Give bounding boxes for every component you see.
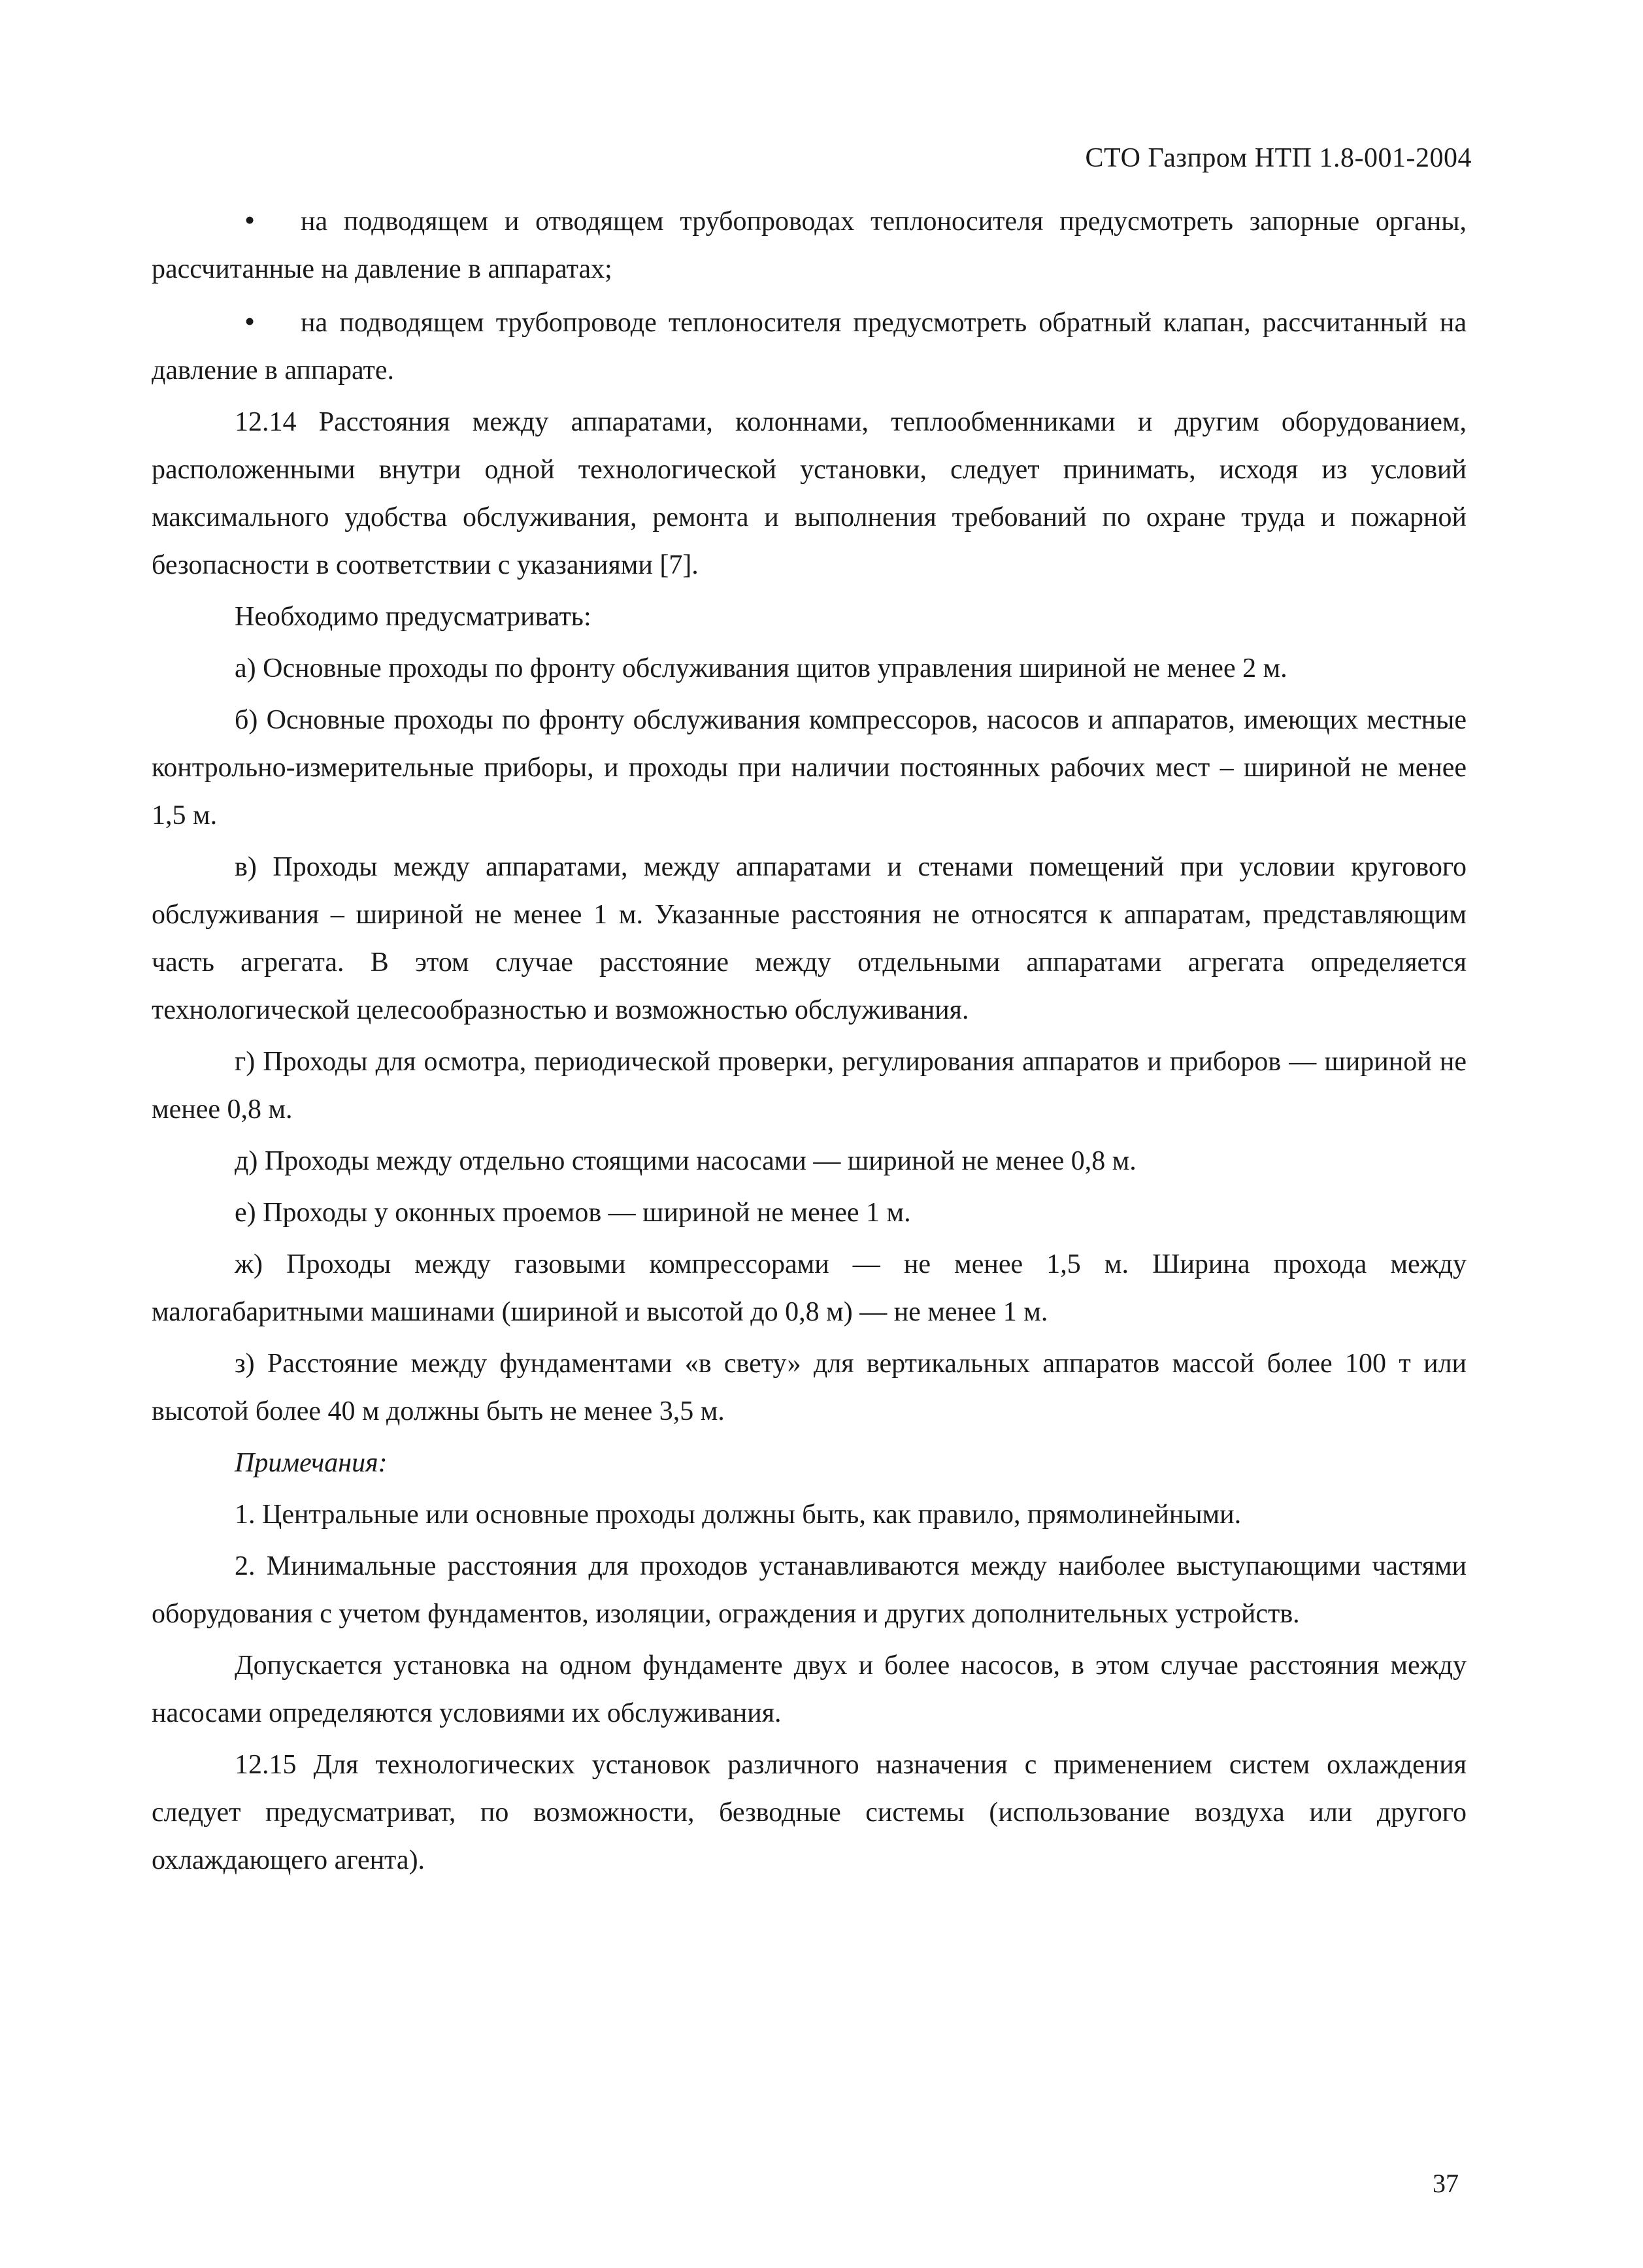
note-1: 1. Центральные или основные проходы должны быть, как правило, прямолинейными.	[235, 1500, 1242, 1530]
list-item-e: е) Проходы у оконных проемов — шириной не менее 1 м.	[235, 1198, 911, 1228]
bullet-text: на подводящем трубопроводе теплоносителя предусмотреть обратный клапан, рассчитанный на давление в аппарате.	[152, 308, 1467, 386]
list-item-a: а) Основные проходы по фронту обслуживания щитов управления шириной не менее 2 м.	[235, 653, 1287, 683]
paragraph-provide: Необходимо предусматривать:	[235, 602, 591, 632]
document-code-header: СТО Газпром НТП 1.8-001-2004	[1085, 143, 1472, 173]
bullet-text: на подводящем и отводящем трубопроводах теплоносителя предусмотреть запорные органы, рассчитанные на давление в аппаратах;	[152, 206, 1467, 284]
notes-title: Примечания:	[235, 1448, 388, 1478]
list-item-b: б) Основные проходы по фронту обслуживания компрессоров, насосов и аппаратов, имеющих местные контрольно-измерительные приборы, и проходы при наличии постоянных рабочих мест – шириной не менее 1,5 м.	[152, 705, 1467, 830]
page-number: 37	[1433, 2169, 1459, 2198]
paragraph-12-14: 12.14 Расстояния между аппаратами, колоннами, теплообменниками и другим оборудованием, расположенными внутри одной технологической установки, следует принимать, исходя из условий максимального удобства обслуживания, ремонта и выполнения требований по охране труда и пожарной безопасности в соответствии с указаниями [7].	[152, 407, 1467, 580]
bullet-dot-icon: •	[244, 304, 256, 338]
list-item-v: в) Проходы между аппаратами, между аппаратами и стенами помещений при условии кругового обслуживания – шириной не менее 1 м. Указанные расстояния не относятся к аппаратам, представляющим часть агрегата. В этом случае расстояние между отдельными аппаратами агрегата определяется технологической целесообразностью и возможностью обслуживания.	[152, 852, 1467, 1025]
bullet-dot-icon: •	[244, 203, 256, 237]
bullet-item	[152, 297, 1467, 395]
bullet-item	[152, 196, 1467, 293]
document-body	[152, 196, 1467, 1888]
list-item-zh: ж) Проходы между газовыми компрессорами — не менее 1,5 м. Ширина прохода между малогабаритными машинами (шириной и высотой до 0,8 м) — не менее 1 м.	[152, 1249, 1467, 1327]
list-item-z: з) Расстояние между фундаментами «в свету» для вертикальных аппаратов массой более 100 т или высотой более 40 м должны быть не менее 3,5 м.	[152, 1349, 1467, 1426]
list-item-g: г) Проходы для осмотра, периодической проверки, регулирования аппаратов и приборов — шириной не менее 0,8 м.	[152, 1047, 1467, 1125]
paragraph-12-15: 12.15 Для технологических установок различного назначения с применением систем охлаждения следует предусматриват, по возможности, безводные системы (использование воздуха или другого охлаждающего агента).	[152, 1750, 1467, 1875]
note-2: 2. Минимальные расстояния для проходов устанавливаются между наиболее выступающими частями оборудования с учетом фундаментов, изоляции, ограждения и других дополнительных устройств.	[152, 1551, 1467, 1629]
paragraph-pumps: Допускается установка на одном фундаменте двух и более насосов, в этом случае расстояния между насосами определяются условиями их обслуживания.	[152, 1651, 1467, 1728]
list-item-d: д) Проходы между отдельно стоящими насосами — шириной не менее 0,8 м.	[235, 1146, 1137, 1176]
